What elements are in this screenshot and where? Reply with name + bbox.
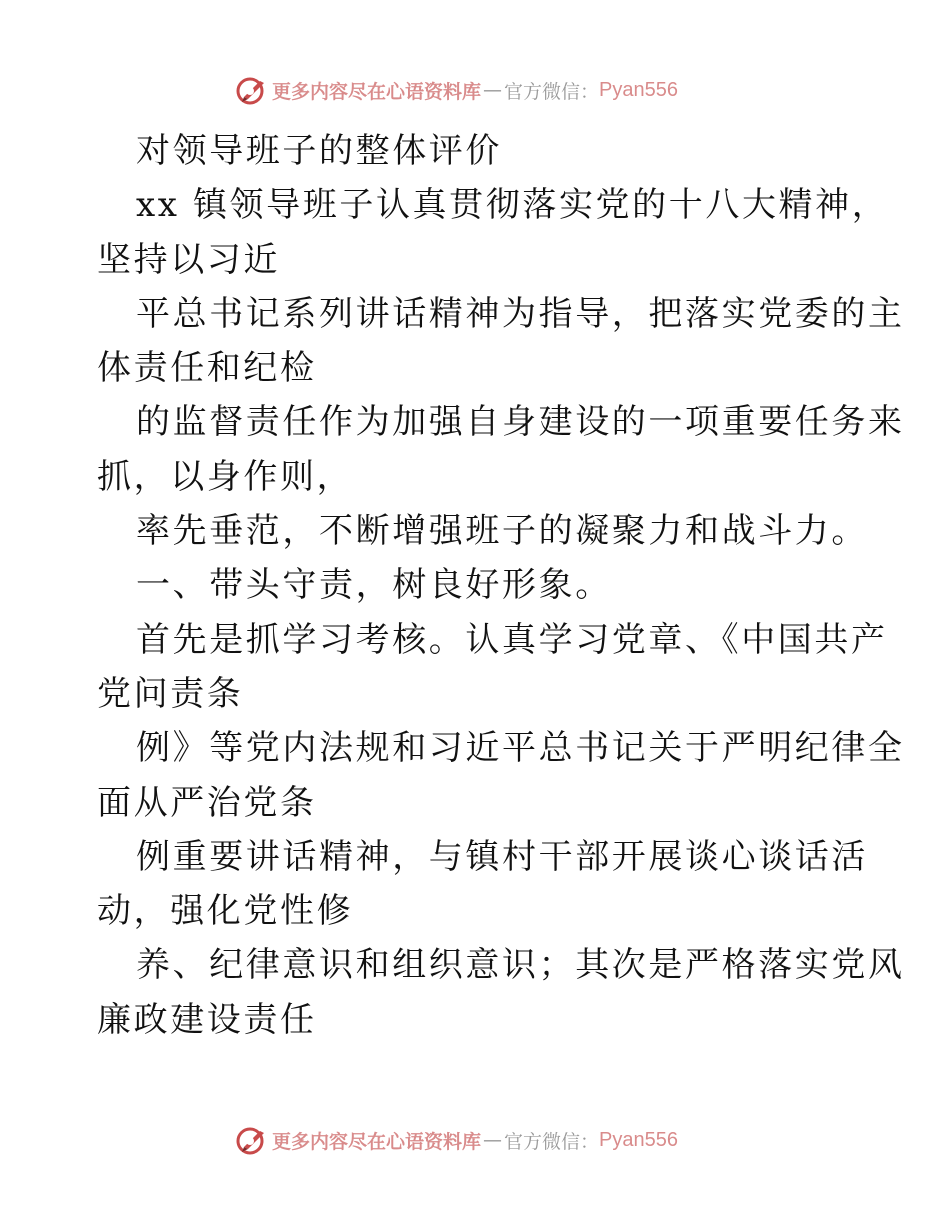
text-line: 体责任和纪检	[97, 348, 317, 389]
banner-label: 官方微信：	[504, 80, 600, 103]
banner-text: 更多内容尽在心语资料库	[272, 80, 482, 103]
text-line: 养、纪律意识和组织意识；其次是严格落实党风	[136, 945, 905, 986]
banner-separator: —	[483, 1129, 503, 1151]
text-line: 一、带头守责，树良好形象。	[136, 565, 612, 606]
banner-label: 官方微信：	[504, 1130, 600, 1153]
text-line: 动，强化党性修	[97, 891, 354, 932]
footer-watermark-banner	[234, 1120, 678, 1160]
text-line: 例》等党内法规和习近平总书记关于严明纪律全	[136, 728, 905, 769]
banner-wechat-id: Pyan556	[599, 78, 678, 101]
text-line: 抓，以身作则，	[97, 456, 354, 497]
text-line: 的监督责任作为加强自身建设的一项重要任务来	[136, 402, 905, 443]
banner-text: 更多内容尽在心语资料库	[272, 1130, 482, 1153]
text-line: 对领导班子的整体评价	[136, 131, 502, 171]
text-line: 例重要讲话精神，与镇村干部开展谈心谈话活	[136, 836, 868, 877]
text-line: 面从严治党条	[97, 782, 317, 823]
pen-logo-icon	[234, 73, 268, 107]
text-line: 首先是抓学习考核。认真学习党章、《中国共产	[136, 619, 888, 660]
banner-wechat-id: Pyan556	[599, 1128, 678, 1151]
text-line: 党问责条	[97, 673, 244, 714]
text-line: 廉政建设责任	[97, 999, 317, 1040]
text-line: 坚持以习近	[97, 239, 280, 280]
document-body	[97, 124, 905, 1047]
text-line: 平总书记系列讲话精神为指导，把落实党委的主	[136, 293, 905, 334]
banner-separator: —	[483, 79, 503, 101]
text-line: 率先垂范，不断增强班子的凝聚力和战斗力。	[136, 511, 868, 552]
text-line: xx 镇领导班子认真贯彻落实党的十八大精神，	[136, 185, 889, 226]
header-watermark-banner	[234, 70, 678, 110]
pen-logo-icon	[234, 1123, 268, 1157]
